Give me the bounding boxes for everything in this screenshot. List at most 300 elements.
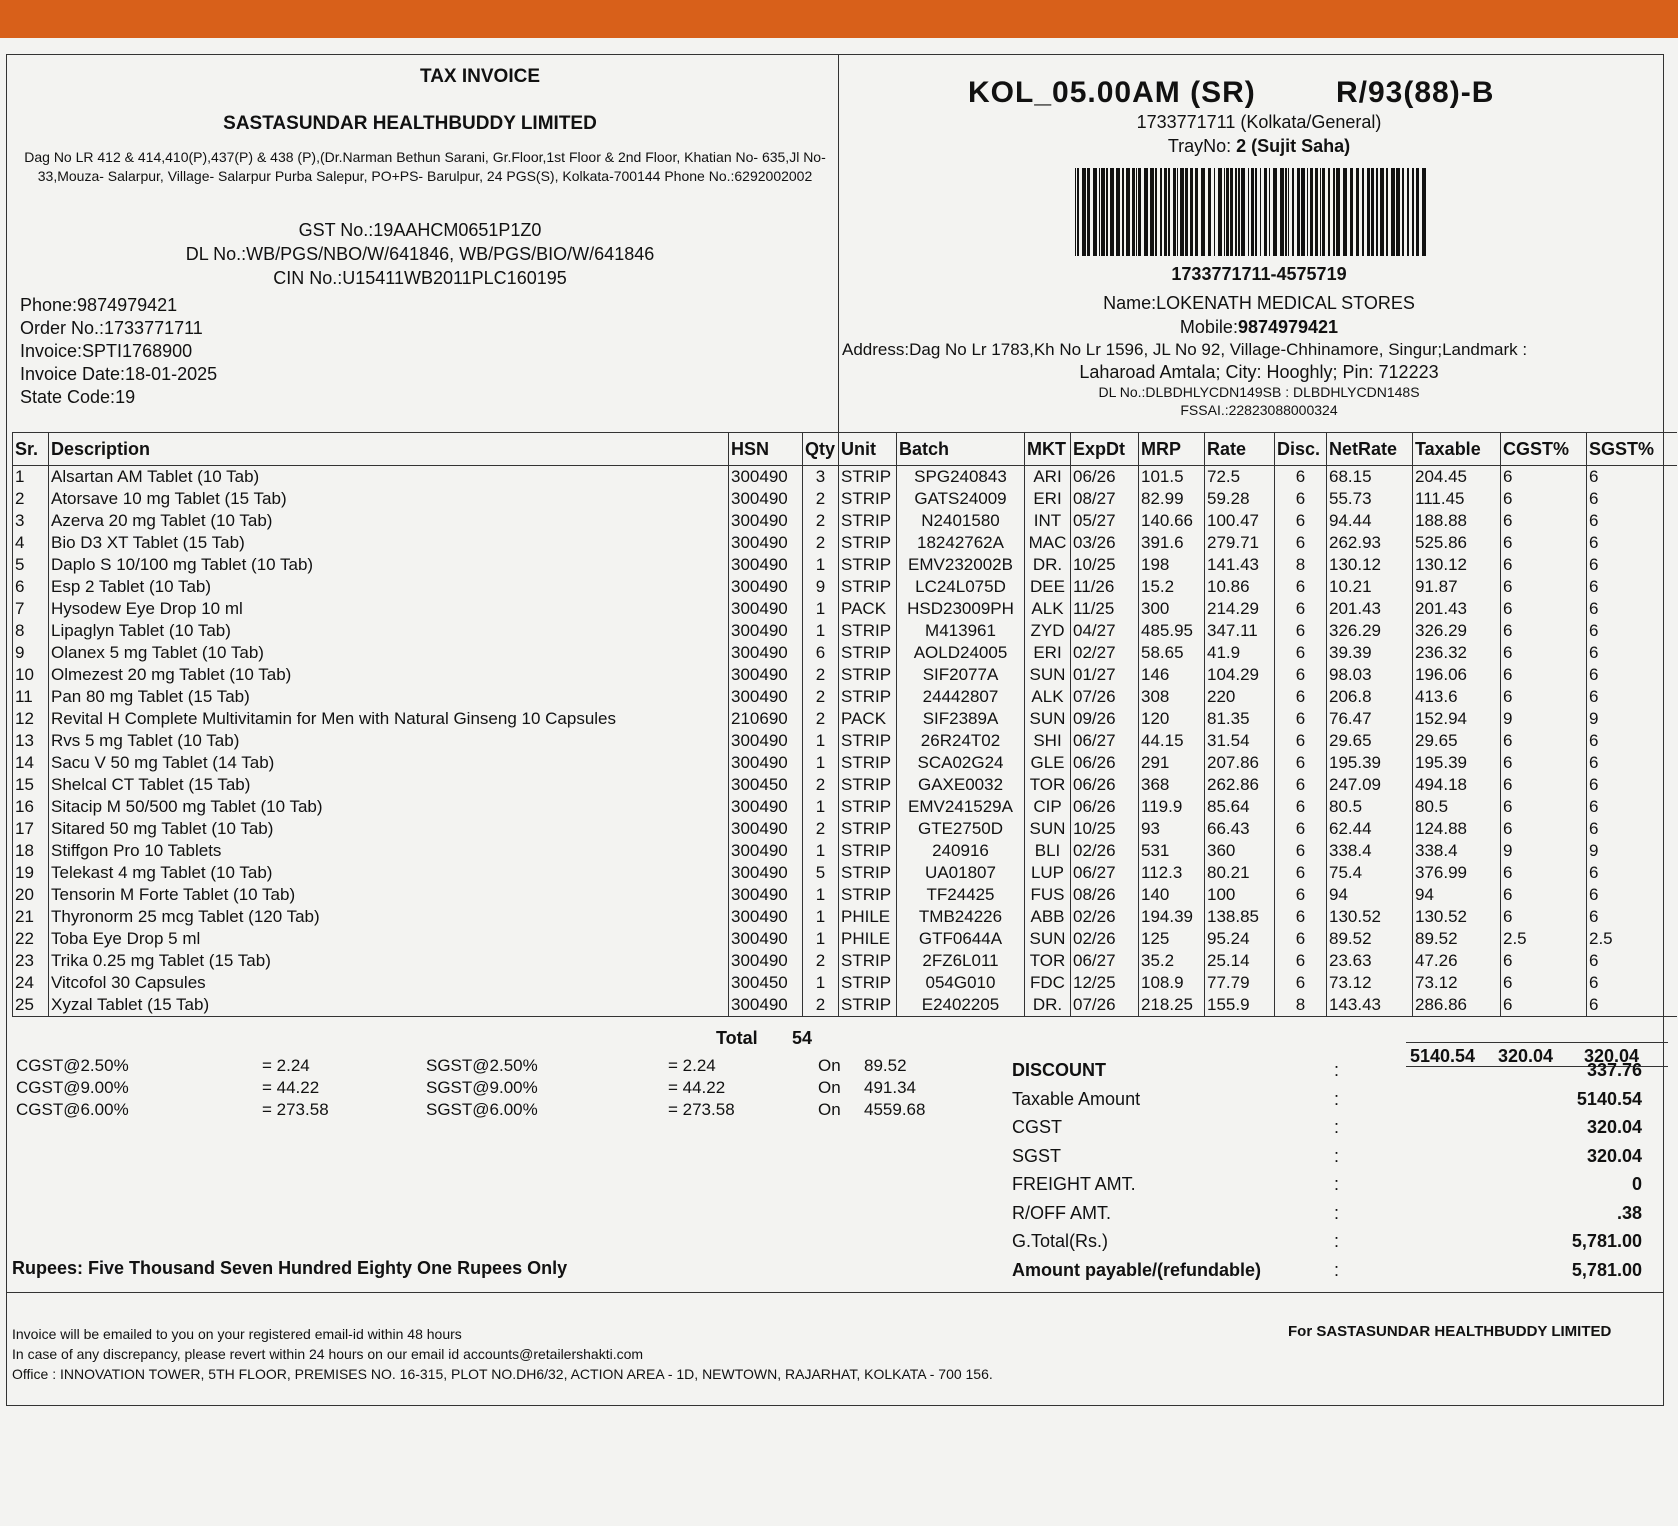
table-cell: 89.52	[1327, 928, 1413, 950]
summary-value: 0	[1631, 1174, 1642, 1194]
summary-label: R/OFF AMT.	[1012, 1202, 1111, 1223]
table-cell: SUN	[1025, 928, 1071, 950]
table-cell: 368	[1139, 774, 1205, 796]
table-cell: 2	[803, 708, 839, 730]
table-row	[13, 994, 1677, 1017]
customer-name: Name:LOKENATH MEDICAL STORES	[1103, 293, 1415, 313]
table-cell: 58.65	[1139, 642, 1205, 664]
table-cell: 485.95	[1139, 620, 1205, 642]
table-cell: 76.47	[1327, 708, 1413, 730]
barcode-bar	[1273, 168, 1277, 256]
table-cell: Stiffgon Pro 10 Tablets	[49, 840, 729, 862]
table-cell: 101.5	[1139, 466, 1205, 489]
table-cell: 6	[1501, 686, 1587, 708]
table-cell: 360	[1205, 840, 1275, 862]
table-cell: 6	[1275, 620, 1327, 642]
table-cell: 140	[1139, 884, 1205, 906]
table-cell: 9	[1501, 840, 1587, 862]
table-cell: EMV232002B	[897, 554, 1025, 576]
table-cell: 31.54	[1205, 730, 1275, 752]
table-cell: 06/26	[1071, 752, 1139, 774]
barcode-bar	[1255, 168, 1257, 256]
table-cell: 300490	[729, 994, 803, 1017]
gst-breakup-cgst-val: = 273.58	[262, 1100, 329, 1119]
table-cell: SUN	[1025, 708, 1071, 730]
table-cell: 1	[803, 928, 839, 950]
table-cell: 77.79	[1205, 972, 1275, 994]
table-cell: SPG240843	[897, 466, 1025, 489]
table-cell: 300490	[729, 488, 803, 510]
table-row	[13, 532, 1677, 554]
table-cell: Olanex 5 mg Tablet (10 Tab)	[49, 642, 729, 664]
table-cell: 21	[13, 906, 49, 928]
table-cell: 8	[1275, 994, 1327, 1017]
barcode-bar	[1301, 168, 1305, 256]
summary-label: FREIGHT AMT.	[1012, 1174, 1136, 1194]
table-cell: 11/26	[1071, 576, 1139, 598]
table-cell: 494.18	[1413, 774, 1501, 796]
table-cell: 300490	[729, 862, 803, 884]
barcode-bar	[1224, 168, 1225, 256]
total-sgst: 320.04	[1584, 1046, 1640, 1066]
table-cell: 62.44	[1327, 818, 1413, 840]
gst-breakup-sgst-label: SGST@6.00%	[426, 1100, 538, 1119]
table-cell: 413.6	[1413, 686, 1501, 708]
table-cell: STRIP	[839, 510, 897, 532]
table-cell: 326.29	[1327, 620, 1413, 642]
table-cell: 89.52	[1413, 928, 1501, 950]
summary-row	[1012, 1260, 1642, 1289]
table-cell: Vitcofol 30 Capsules	[49, 972, 729, 994]
gst-breakup-sgst-label: SGST@2.50%	[426, 1056, 538, 1075]
table-cell: 15	[13, 774, 49, 796]
barcode-bar	[1160, 168, 1162, 256]
table-cell: 8	[1275, 554, 1327, 576]
table-cell: 6	[1275, 532, 1327, 554]
table-cell: 66.43	[1205, 818, 1275, 840]
table-cell: 6	[1501, 862, 1587, 884]
table-cell: 6	[1501, 532, 1587, 554]
table-cell: 09/26	[1071, 708, 1139, 730]
rack-code: R/93(88)-B	[1336, 76, 1495, 109]
column-header: ExpDt	[1071, 433, 1139, 466]
summary-value: 320.04	[1586, 1145, 1642, 1166]
table-row	[13, 774, 1677, 796]
table-cell: 130.52	[1413, 906, 1501, 928]
table-cell: 300490	[729, 950, 803, 972]
table-cell: 120	[1139, 708, 1205, 730]
barcode-bar	[1214, 168, 1215, 256]
table-cell: Sacu V 50 mg Tablet (14 Tab)	[49, 752, 729, 774]
table-cell: 39.39	[1327, 642, 1413, 664]
summary-row	[1012, 1146, 1642, 1175]
table-cell: 15.2	[1139, 576, 1205, 598]
table-cell: Shelcal CT Tablet (15 Tab)	[49, 774, 729, 796]
barcode-bar	[1343, 168, 1347, 256]
summary-colon: :	[1334, 1202, 1340, 1223]
table-cell: 29.65	[1413, 730, 1501, 752]
table-cell: Alsartan AM Tablet (10 Tab)	[49, 466, 729, 489]
barcode-bar	[1367, 168, 1370, 256]
table-cell: 26R24T02	[897, 730, 1025, 752]
table-cell: Pan 80 mg Tablet (15 Tab)	[49, 686, 729, 708]
invoice-meta	[20, 294, 217, 409]
table-cell: Toba Eye Drop 5 ml	[49, 928, 729, 950]
table-cell: 2	[803, 686, 839, 708]
table-header-row	[13, 433, 1677, 466]
table-cell: 300490	[729, 796, 803, 818]
barcode-bar	[1362, 168, 1364, 256]
table-cell: 204.45	[1413, 466, 1501, 489]
table-cell: PACK	[839, 708, 897, 730]
table-cell: BLI	[1025, 840, 1071, 862]
table-cell: 300490	[729, 510, 803, 532]
table-cell: 6	[1501, 510, 1587, 532]
table-cell: 108.9	[1139, 972, 1205, 994]
table-cell: GAXE0032	[897, 774, 1025, 796]
barcode-bar	[1412, 168, 1414, 256]
gst-breakup-cgst-val: = 44.22	[262, 1078, 320, 1097]
gst-breakup-sgst-val: = 273.58	[668, 1100, 735, 1119]
table-cell: 6	[1275, 972, 1327, 994]
table-cell: 300490	[729, 664, 803, 686]
table-row	[13, 510, 1677, 532]
table-cell: Xyzal Tablet (15 Tab)	[49, 994, 729, 1017]
table-cell: 05/27	[1071, 510, 1139, 532]
table-cell: 03/26	[1071, 532, 1139, 554]
tray-number	[840, 136, 1678, 157]
table-cell: 6	[1587, 664, 1677, 686]
table-cell: 02/26	[1071, 840, 1139, 862]
table-cell: 6	[1501, 576, 1587, 598]
table-cell: 20	[13, 884, 49, 906]
summary-label: G.Total(Rs.)	[1012, 1231, 1109, 1251]
barcode-bar	[1235, 168, 1237, 256]
table-cell: 6	[1275, 840, 1327, 862]
summary-row	[1012, 1231, 1642, 1260]
table-cell: TOR	[1025, 774, 1071, 796]
summary-value: 5,781.00	[1571, 1231, 1642, 1251]
table-cell: 25	[13, 994, 49, 1017]
table-cell: 04/27	[1071, 620, 1139, 642]
table-cell: 262.93	[1327, 532, 1413, 554]
table-cell: GTF0644A	[897, 928, 1025, 950]
barcode-bar	[1371, 168, 1374, 256]
table-cell: STRIP	[839, 488, 897, 510]
table-cell: ARI	[1025, 466, 1071, 489]
table-cell: 6	[1275, 598, 1327, 620]
table-cell: 1	[803, 906, 839, 928]
column-header: Sr.	[13, 433, 49, 466]
table-cell: 08/27	[1071, 488, 1139, 510]
table-cell: 300490	[729, 730, 803, 752]
barcode-bar	[1328, 168, 1330, 256]
table-cell: 22	[13, 928, 49, 950]
barcode-bar	[1260, 168, 1261, 256]
table-cell: 338.4	[1327, 840, 1413, 862]
table-cell: 6	[1275, 576, 1327, 598]
barcode-bar	[1136, 168, 1137, 256]
table-cell: Sitacip M 50/500 mg Tablet (10 Tab)	[49, 796, 729, 818]
table-cell: 11/25	[1071, 598, 1139, 620]
table-cell: Thyronorm 25 mcg Tablet (120 Tab)	[49, 906, 729, 928]
invoice-date: Invoice Date:18-01-2025	[20, 364, 218, 384]
table-cell: 300490	[729, 554, 803, 576]
table-row	[13, 686, 1677, 708]
table-cell: 6	[1275, 664, 1327, 686]
barcode-bar	[1173, 168, 1176, 256]
barcode-bar	[1391, 168, 1395, 256]
table-cell: Tensorin M Forte Tablet (10 Tab)	[49, 884, 729, 906]
table-cell: 85.64	[1205, 796, 1275, 818]
barcode-bar	[1106, 168, 1108, 256]
barcode-bar	[1356, 168, 1359, 256]
company-name: SASTASUNDAR HEALTHBUDDY LIMITED	[223, 113, 597, 134]
table-cell: 198	[1139, 554, 1205, 576]
barcode-bar	[1144, 168, 1148, 256]
table-row	[13, 708, 1677, 730]
summary-colon: :	[1334, 1174, 1340, 1194]
table-cell: Azerva 20 mg Tablet (10 Tab)	[49, 510, 729, 532]
table-cell: AOLD24005	[897, 642, 1025, 664]
table-cell: 23	[13, 950, 49, 972]
table-cell: 6	[1275, 796, 1327, 818]
table-cell: 6	[1275, 928, 1327, 950]
table-cell: 6	[1501, 818, 1587, 840]
summary-colon: :	[1334, 1145, 1340, 1166]
table-cell: 206.8	[1327, 686, 1413, 708]
table-cell: 55.73	[1327, 488, 1413, 510]
phone: Phone:9874979421	[20, 295, 178, 315]
table-row	[13, 620, 1677, 642]
table-cell: STRIP	[839, 818, 897, 840]
table-cell: 112.3	[1139, 862, 1205, 884]
summary-row	[1012, 1174, 1642, 1203]
footer-rule	[6, 1292, 1664, 1293]
table-cell: 14	[13, 752, 49, 774]
table-cell: 6	[1501, 774, 1587, 796]
table-cell: 6	[1275, 686, 1327, 708]
table-cell: 6	[1587, 510, 1677, 532]
barcode-bar	[1201, 168, 1205, 256]
table-cell: 02/26	[1071, 906, 1139, 928]
table-row	[13, 730, 1677, 752]
summary-value: .38	[1616, 1202, 1642, 1223]
table-cell: 6	[13, 576, 49, 598]
barcode-bar	[1099, 168, 1100, 256]
table-cell: 300490	[729, 752, 803, 774]
table-row	[13, 950, 1677, 972]
table-cell: 201.43	[1327, 598, 1413, 620]
table-cell: 1	[803, 554, 839, 576]
summary-label: Taxable Amount	[1012, 1088, 1141, 1109]
table-cell: 376.99	[1413, 862, 1501, 884]
barcode-bar	[1396, 168, 1400, 256]
table-cell: EMV241529A	[897, 796, 1025, 818]
table-cell: 12	[13, 708, 49, 730]
table-row	[13, 554, 1677, 576]
table-cell: FUS	[1025, 884, 1071, 906]
table-cell: 286.86	[1413, 994, 1501, 1017]
table-cell: HSD23009PH	[897, 598, 1025, 620]
table-cell: PHILE	[839, 906, 897, 928]
barcode-bar	[1238, 168, 1240, 256]
gst-breakup-cgst-label: CGST@2.50%	[16, 1056, 129, 1075]
table-cell: 391.6	[1139, 532, 1205, 554]
column-header: CGST%	[1501, 433, 1587, 466]
summary-row	[1012, 1060, 1642, 1089]
table-cell: 6	[1501, 994, 1587, 1017]
table-cell: 6	[1587, 554, 1677, 576]
barcode-bar	[1251, 168, 1254, 256]
table-cell: Esp 2 Tablet (10 Tab)	[49, 576, 729, 598]
table-cell: 130.12	[1413, 554, 1501, 576]
header-divider	[838, 54, 839, 432]
table-cell: 338.4	[1413, 840, 1501, 862]
table-cell: 6	[1587, 818, 1677, 840]
table-cell: UA01807	[897, 862, 1025, 884]
table-cell: 6	[1587, 994, 1677, 1017]
barcode-bar	[1336, 168, 1340, 256]
table-cell: 95.24	[1205, 928, 1275, 950]
table-row	[13, 818, 1677, 840]
order-number: Order No.:1733771711	[20, 318, 203, 338]
table-cell: 07/26	[1071, 994, 1139, 1017]
column-header: SGST%	[1587, 433, 1677, 466]
table-cell: 6	[1501, 642, 1587, 664]
gst-breakup-sgst-label: SGST@9.00%	[426, 1078, 538, 1097]
amount-in-words: Rupees: Five Thousand Seven Hundred Eighty One Rupees Only	[12, 1258, 568, 1278]
table-cell: CIP	[1025, 796, 1071, 818]
table-cell: 6	[1501, 488, 1587, 510]
table-cell: FDC	[1025, 972, 1071, 994]
barcode-bar	[1350, 168, 1353, 256]
table-cell: 9	[803, 576, 839, 598]
barcode-bar	[1116, 168, 1120, 256]
table-cell: Bio D3 XT Tablet (15 Tab)	[49, 532, 729, 554]
table-cell: 6	[1587, 466, 1677, 489]
barcode-bar	[1185, 168, 1188, 256]
table-cell: ZYD	[1025, 620, 1071, 642]
table-cell: 1	[13, 466, 49, 489]
table-cell: 300490	[729, 532, 803, 554]
table-cell: 188.88	[1413, 510, 1501, 532]
table-cell: 6	[1275, 730, 1327, 752]
table-cell: SIF2077A	[897, 664, 1025, 686]
barcode-bar	[1269, 168, 1270, 256]
table-cell: DR.	[1025, 554, 1071, 576]
table-cell: 6	[1501, 664, 1587, 686]
table-cell: 125	[1139, 928, 1205, 950]
table-cell: 262.86	[1205, 774, 1275, 796]
table-cell: 300490	[729, 928, 803, 950]
table-cell: STRIP	[839, 862, 897, 884]
table-cell: 02/26	[1071, 928, 1139, 950]
table-cell: ERI	[1025, 642, 1071, 664]
summary-value: 337.76	[1586, 1060, 1642, 1080]
table-cell: 220	[1205, 686, 1275, 708]
column-header: Rate	[1205, 433, 1275, 466]
column-header: MKT	[1025, 433, 1071, 466]
table-cell: 75.4	[1327, 862, 1413, 884]
barcode-bar	[1402, 168, 1404, 256]
table-cell: Trika 0.25 mg Tablet (15 Tab)	[49, 950, 729, 972]
barcode-bar	[1307, 168, 1308, 256]
summary-value: 5,781.00	[1571, 1259, 1642, 1280]
table-cell: 155.9	[1205, 994, 1275, 1017]
registration-block	[150, 218, 690, 290]
table-cell: 6	[1587, 730, 1677, 752]
table-cell: 06/26	[1071, 796, 1139, 818]
barcode-bar	[1248, 168, 1249, 256]
table-cell: DR.	[1025, 994, 1071, 1017]
table-cell: 300	[1139, 598, 1205, 620]
state-code: State Code:19	[20, 387, 136, 407]
table-cell: 17	[13, 818, 49, 840]
barcode-bar	[1422, 168, 1426, 256]
table-cell: 2FZ6L011	[897, 950, 1025, 972]
barcode-bar	[1310, 168, 1313, 256]
barcode-bar	[1101, 168, 1105, 256]
table-cell: STRIP	[839, 620, 897, 642]
barcode-bar	[1180, 168, 1184, 256]
table-cell: SUN	[1025, 664, 1071, 686]
table-cell: 6	[1587, 906, 1677, 928]
table-cell: 214.29	[1205, 598, 1275, 620]
table-cell: 2	[803, 488, 839, 510]
total-label: Total	[716, 1028, 758, 1048]
table-cell: 06/26	[1071, 466, 1139, 489]
table-cell: 119.9	[1139, 796, 1205, 818]
table-cell: 5	[13, 554, 49, 576]
table-cell: 6	[1587, 972, 1677, 994]
table-cell: 06/27	[1071, 950, 1139, 972]
barcode-bar	[1195, 168, 1198, 256]
summary-value: 5140.54	[1576, 1088, 1642, 1109]
cin-number: CIN No.:U15411WB2011PLC160195	[273, 268, 567, 288]
table-cell: 100.47	[1205, 510, 1275, 532]
table-cell: STRIP	[839, 994, 897, 1017]
gst-breakup-sgst-val: = 2.24	[668, 1056, 716, 1075]
table-cell: Hysodew Eye Drop 10 ml	[49, 598, 729, 620]
table-cell: 138.85	[1205, 906, 1275, 928]
table-cell: 80.21	[1205, 862, 1275, 884]
table-cell: 6	[1587, 752, 1677, 774]
table-cell: 141.43	[1205, 554, 1275, 576]
table-row	[13, 642, 1677, 664]
table-cell: 6	[1501, 554, 1587, 576]
table-cell: 6	[1501, 620, 1587, 642]
barcode-bar	[1241, 168, 1245, 256]
table-cell: M413961	[897, 620, 1025, 642]
table-cell: 194.39	[1139, 906, 1205, 928]
table-cell: 6	[1275, 488, 1327, 510]
table-cell: 6	[1275, 466, 1327, 489]
table-cell: 218.25	[1139, 994, 1205, 1017]
customer-fssai: FSSAI.:22823088000324	[1180, 402, 1338, 418]
table-cell: 81.35	[1205, 708, 1275, 730]
table-cell: STRIP	[839, 554, 897, 576]
table-cell: DEE	[1025, 576, 1071, 598]
table-cell: 236.32	[1413, 642, 1501, 664]
table-cell: 59.28	[1205, 488, 1275, 510]
summary-label: CGST	[1012, 1117, 1063, 1137]
gst-breakup-sgst-val: = 44.22	[668, 1078, 726, 1097]
table-body	[13, 466, 1677, 1017]
table-cell: 13	[13, 730, 49, 752]
company-address: Dag No LR 412 & 414,410(P),437(P) & 438 (P),(Dr.Narman Bethun Sarani, Gr.Floor,1st Floor & 2nd Floor, Khatian No- 635,Jl No- 33,Mouza- Salarpur, Village- Salarpur Purba Salepur, PO+PS- Barulpur, 24 PGS(S), Kolkata-700144 Phone No.:6292002002	[24, 149, 826, 184]
table-cell: 1	[803, 972, 839, 994]
